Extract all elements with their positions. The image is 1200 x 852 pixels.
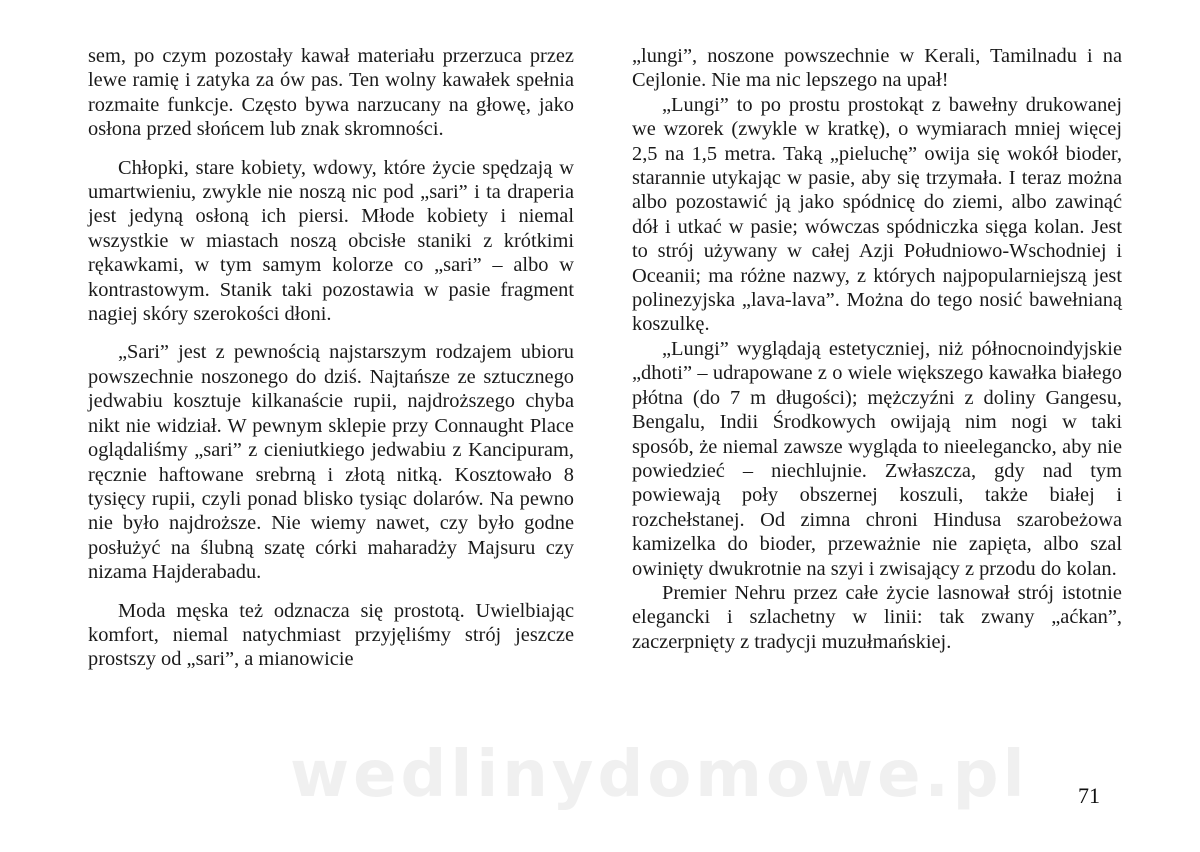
- paragraph: Moda męska też odznacza się prostotą. Uwielbiając komfort, niemal natychmiast przyjęliśmy strój jeszcze prostszy od „sari”, a mianowicie: [88, 599, 574, 671]
- right-text-column: [632, 44, 1122, 654]
- paragraph-continuation: „lungi”, noszone powszechnie w Kerali, Tamilnadu i na Cejlonie. Nie ma nic lepszego na upał!: [632, 45, 1122, 92]
- paragraph: „Lungi” wyglądają estetyczniej, niż północnoindyjskie „dhoti” – udrapowane z o wiele większego kawałka białego płótna (do 7 m długości); mężczyźni z doliny Gangesu, Bengalu, Indii Środkowych owijają nim nogi w taki sposób, że niemal zawsze wygląda to nieelegancko, aby nie powiedzieć – niechlujnie. Zwłaszcza, gdy nad tym powiewają poły obszernej koszuli, także białej i rozchełstanej. Od zimna chroni Hindusa szarobeżowa kamizelka do bioder, przeważnie nie zapięta, albo szal owinięty dwukrotnie na szyi i zwisający z przodu do kolan.: [632, 337, 1122, 580]
- paragraph: Chłopki, stare kobiety, wdowy, które życie spędzają w umartwieniu, zwykle nie noszą nic pod „sari” i ta draperia jest jedyną osłoną ich piersi. Młode kobiety i niemal wszystkie w miastach noszą obcisłe staniki z krótkimi rękawkami, w tym samym kolorze co „sari” – albo w kontrastowym. Stanik taki pozostawia w pasie fragment nagiej skóry szerokości dłoni.: [88, 156, 574, 326]
- watermark: wedlinydomowe.pl: [290, 738, 1029, 812]
- paragraph-continuation: sem, po czym pozostały kawał materiału przerzuca przez lewe ramię i zatyka za ów pas. Ten wolny kawałek spełnia rozmaite funkcje. Często bywa narzucany na głowę, jako osłona przed słońcem lub znak skromności.: [88, 45, 574, 141]
- paragraph: „Lungi” to po prostu prostokąt z bawełny drukowanej we wzorek (zwykle w kratkę), o wymiarach mniej więcej 2,5 na 1,5 metra. Taką „pieluchę” owija się wokół bioder, starannie utykając w pasie, aby się trzymała. I teraz można albo pozostawić ją jako spódnicę do ziemi, albo zawinąć dół i utkać w pasie; wówczas spódniczka sięga kolan. Jest to strój używany w całej Azji Południowo-Wschodniej i Oceanii; ma różne nazwy, z których najpopularniejszą jest polinezyjska „lava-lava”. Można do tego nosić bawełnianą koszulkę.: [632, 93, 1122, 336]
- page-number: 71: [1078, 783, 1100, 808]
- paragraph: „Sari” jest z pewnością najstarszym rodzajem ubioru powszechnie noszonego do dziś. Najtańsze ze sztucznego jedwabiu kosztuje kilkanaście rupii, najdroższego chyba nikt nie widział. W pewnym sklepie przy Connaught Place oglądaliśmy „sari” z cieniutkiego jedwabiu z Kancipuram, ręcznie haftowane srebrną i złotą nitką. Kosztowało 8 tysięcy rupii, czyli ponad blisko tysiąc dolarów. Na pewno nie było najdroższe. Nie wiemy nawet, czy było godne posłużyć na ślubną szatę córki maharadży Majsuru czy nizama Hajderabadu.: [88, 341, 574, 584]
- paragraph: Premier Nehru przez całe życie lasnował strój istotnie elegancki i szlachetny w linii: tak zwany „aćkan”, zaczerpnięty z tradycji muzułmańskiej.: [632, 581, 1122, 653]
- left-text-column: [88, 44, 574, 672]
